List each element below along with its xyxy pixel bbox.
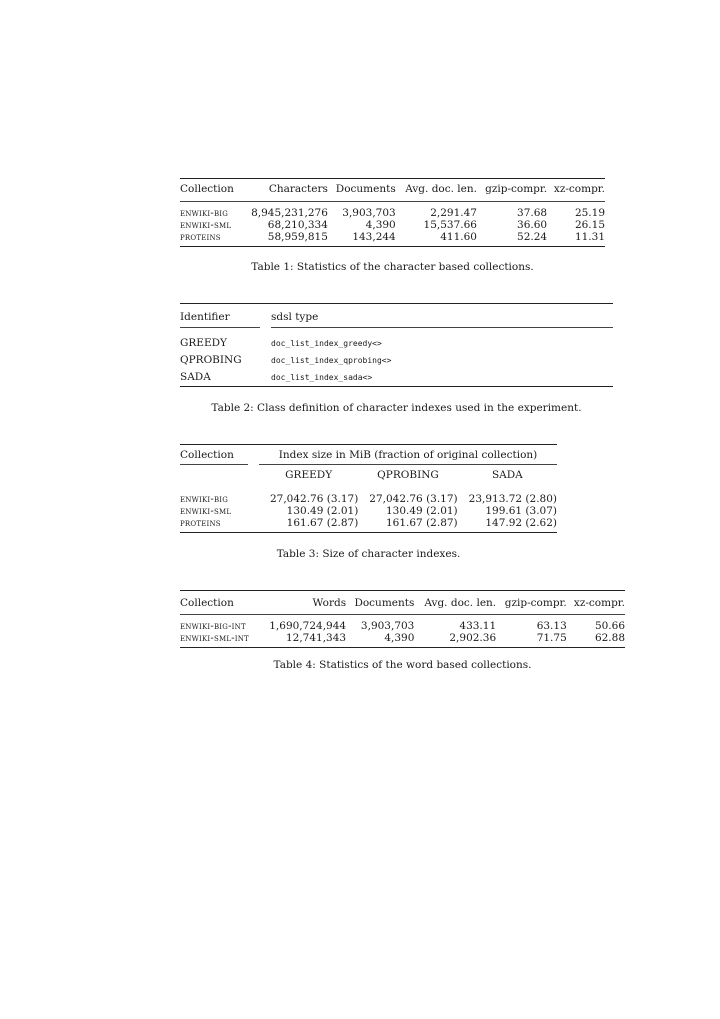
table-cell: 161.67 (2.87): [286, 517, 359, 529]
table-4: [180, 590, 625, 648]
table-cell: 52.24: [517, 231, 548, 243]
table-cell: 62.88: [594, 632, 625, 644]
table-cell: doc_list_index_greedy<>: [271, 338, 382, 348]
table-cell: 2,902.36: [449, 632, 497, 644]
table-cell: 143,244: [352, 231, 396, 243]
table-2-header: sdsl type: [271, 304, 613, 328]
table-cell: 37.68: [517, 207, 548, 219]
table-cell: 27,042.76 (3.17): [269, 493, 359, 505]
table-row: [180, 202, 605, 220]
table-cell: 11.31: [574, 231, 605, 243]
table-cell: QPROBING: [180, 354, 242, 366]
table-cell: 130.49 (2.01): [386, 505, 458, 517]
table-3-subheader: GREEDY: [285, 469, 333, 481]
table-cell: 12,741,343: [285, 632, 347, 644]
table-3-group-header: Index size in MiB (fraction of original collection): [259, 445, 557, 465]
table-1-header: Characters: [268, 183, 328, 195]
table-4-header: Collection: [180, 597, 234, 609]
table-cell: 63.13: [536, 620, 567, 632]
table-4-header: xz-compr.: [573, 597, 625, 609]
table-cell: 433.11: [459, 620, 497, 632]
table-cell: 2,291.47: [430, 207, 477, 219]
table-cell: 130.49 (2.01): [286, 505, 359, 517]
table-3-caption: Table 3: Size of character indexes.: [276, 548, 461, 560]
table-2-caption: Table 2: Class definition of character indexes used in the experiment.: [211, 402, 582, 414]
table-4-caption: Table 4: Statistics of the word based collections.: [273, 659, 532, 671]
table-cell: doc_list_index_sada<>: [271, 372, 373, 382]
table-cell: enwiki-sml: [180, 219, 232, 231]
table-cell: 4,390: [365, 219, 396, 231]
table-4-header: gzip-compr.: [504, 597, 567, 609]
table-cell: 411.60: [440, 231, 477, 243]
table-1-header: Documents: [335, 183, 396, 195]
table-row: [180, 517, 557, 533]
table-cell: 25.19: [574, 207, 605, 219]
table-cell: proteins: [180, 517, 221, 529]
table-cell: 199.61 (3.07): [485, 505, 557, 517]
table-4-header: Avg. doc. len.: [424, 597, 497, 609]
table-cell: 50.66: [594, 620, 625, 632]
table-cell: 3,903,703: [360, 620, 415, 632]
table-cell: 71.75: [536, 632, 567, 644]
table-cell: 147.92 (2.62): [485, 517, 557, 529]
table-row: [180, 615, 625, 633]
table-4-header: Documents: [354, 597, 415, 609]
table-row: [180, 219, 605, 231]
table-cell: enwiki-big: [180, 493, 229, 505]
table-cell: SADA: [180, 371, 211, 383]
table-cell: 4,390: [384, 632, 415, 644]
table-1: [180, 178, 605, 247]
table-row: [180, 328, 613, 350]
table-cell: GREEDY: [180, 337, 227, 349]
table-cell: 1,690,724,944: [269, 620, 347, 632]
table-cell: 3,903,703: [342, 207, 396, 219]
table-2: [180, 303, 613, 387]
table-cell: 8,945,231,276: [251, 207, 328, 219]
table-3-collection-header: Collection: [180, 445, 248, 465]
table-cell: 68,210,334: [267, 219, 328, 231]
table-row: [180, 632, 625, 648]
table-cell: enwiki-sml-int: [180, 632, 249, 644]
table-cell: 26.15: [574, 219, 605, 231]
table-row: [180, 481, 557, 505]
table-1-caption: Table 1: Statistics of the character based collections.: [251, 261, 534, 273]
table-cell: enwiki-sml: [180, 505, 232, 517]
table-cell: 27,042.76 (3.17): [369, 493, 458, 505]
table-row: [180, 349, 613, 366]
table-1-header: Collection: [180, 183, 234, 195]
table-cell: 15,537.66: [423, 219, 477, 231]
table-cell: 23,913.72 (2.80): [468, 493, 557, 505]
table-cell: enwiki-big: [180, 207, 229, 219]
table-cell: proteins: [180, 231, 221, 243]
table-cell: 58,959,815: [267, 231, 328, 243]
table-row: [180, 366, 613, 387]
table-cell: 161.67 (2.87): [386, 517, 458, 529]
table-3: [180, 444, 557, 533]
table-3-subheader: QPROBING: [377, 469, 439, 481]
table-4-header: Words: [312, 597, 347, 609]
table-cell: 36.60: [517, 219, 548, 231]
table-1-header: gzip-compr.: [485, 183, 548, 195]
table-2-header: Identifier: [180, 304, 260, 328]
table-row: [180, 231, 605, 247]
table-1-header: xz-compr.: [553, 183, 605, 195]
table-cell: doc_list_index_qprobing<>: [271, 355, 392, 365]
table-3-subheader: SADA: [491, 469, 523, 481]
table-1-header: Avg. doc. len.: [405, 183, 477, 195]
table-cell: enwiki-big-int: [180, 620, 246, 632]
table-row: [180, 505, 557, 517]
